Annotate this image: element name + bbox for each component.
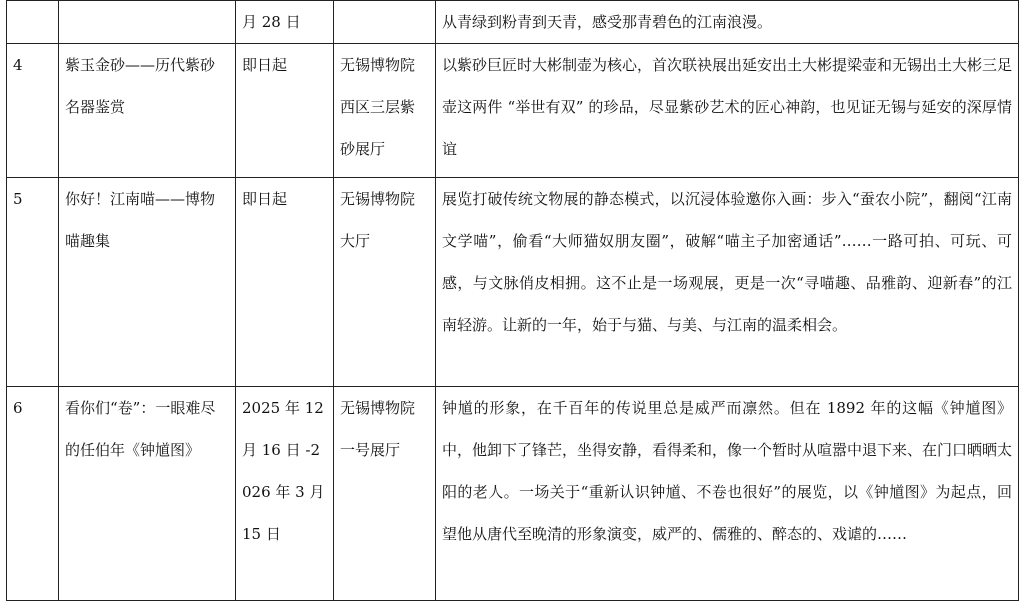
table-row: [7, 44, 1019, 178]
cell-description: 钟馗的形象，在千百年的传说里总是威严而凛然。但在 1892 年的这幅《钟馗图》中，他卸下了锋芒，坐得安静，看得柔和，像一个暂时从喧嚣中退下来、在门口晒晒太阳的老人。一场关于“重新认识钟馗、不卷也很好”的展览，以《钟馗图》为起点，回望他从唐代至晚清的形象演变，威严的、儒雅的、醉态的、戏谑的……: [436, 387, 1019, 601]
table-row: [7, 387, 1019, 601]
cell-date: 即日起: [236, 178, 334, 387]
cell-title: 紫玉金砂——历代紫砂名器鉴赏: [59, 44, 236, 178]
cell-date: 即日起: [236, 44, 334, 178]
cell-date: 2025 年 12 月 16 日 -2026 年 3 月 15 日: [236, 387, 334, 601]
table-row: [7, 1, 1019, 44]
cell-venue: [334, 1, 436, 44]
cell-venue: 无锡博物院大厅: [334, 178, 436, 387]
cell-number: 6: [7, 387, 59, 601]
cell-venue: 无锡博物院西区三层紫砂展厅: [334, 44, 436, 178]
cell-title: [59, 1, 236, 44]
cell-number: [7, 1, 59, 44]
cell-number: 5: [7, 178, 59, 387]
cell-title: 看你们“卷”：一眼难尽的任伯年《钟馗图》: [59, 387, 236, 601]
cell-title: 你好！江南喵——博物喵趣集: [59, 178, 236, 387]
cell-date: 月 28 日: [236, 1, 334, 44]
cell-description: 展览打破传统文物展的静态模式，以沉浸体验邀你入画：步入“蚕农小院”，翻阅“江南文学喵”，偷看“大师猫奴朋友圈”，破解“喵主子加密通话”……一路可拍、可玩、可感，与文脉俏皮相拥。这不止是一场观展，更是一次“寻喵趣、品雅韵、迎新春”的江南轻游。让新的一年，始于与猫、与美、与江南的温柔相会。: [436, 178, 1019, 387]
cell-number: 4: [7, 44, 59, 178]
cell-description: 以紫砂巨匠时大彬制壶为核心，首次联袂展出延安出土大彬提梁壶和无锡出土大彬三足壶这两件 “举世有双” 的珍品，尽显紫砂艺术的匠心神韵，也见证无锡与延安的深厚情谊: [436, 44, 1019, 178]
table-row: [7, 178, 1019, 387]
exhibition-table: [6, 0, 1019, 601]
cell-venue: 无锡博物院一号展厅: [334, 387, 436, 601]
cell-description: 从青绿到粉青到天青，感受那青碧色的江南浪漫。: [436, 1, 1019, 44]
